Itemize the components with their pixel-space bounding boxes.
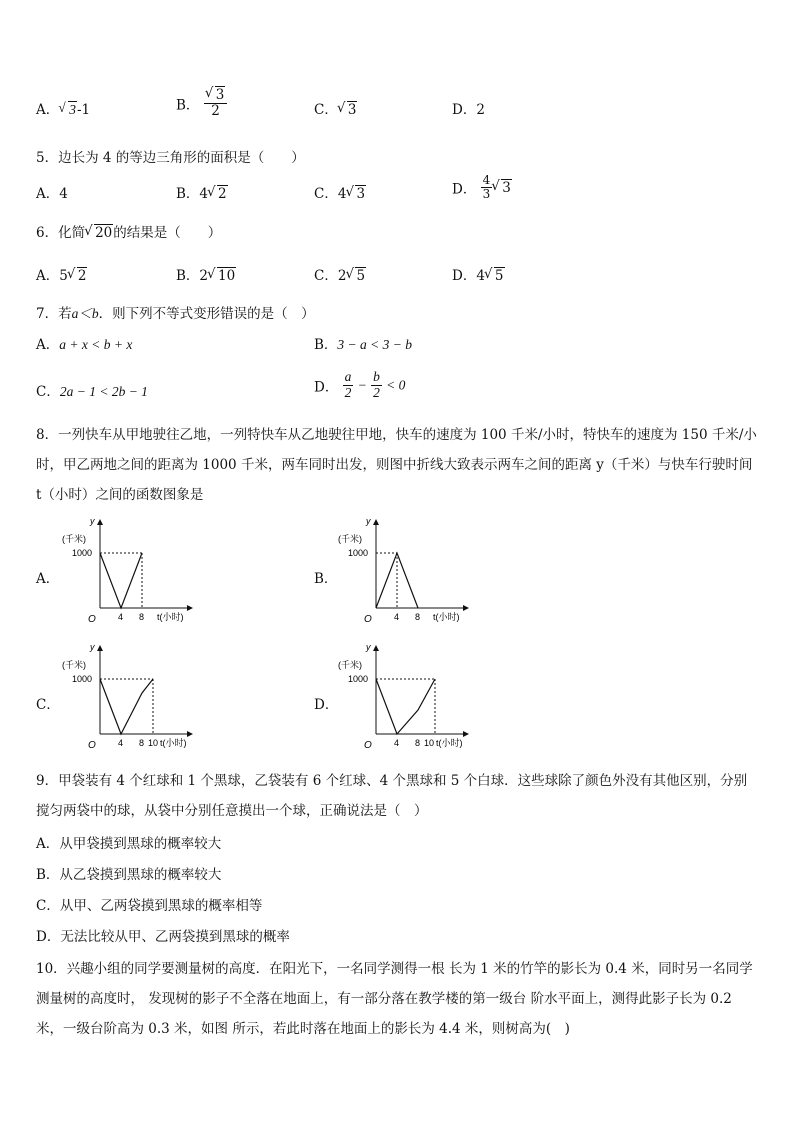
tick-10: 10: [424, 738, 435, 748]
q8-option-b-label: B．: [314, 571, 338, 587]
q6-option-c: C．2√ 5: [314, 264, 366, 284]
q10-stem: 10．兴趣小组的同学要测量树的高度．在阳光下，一名同学测得一根 长为 1 米的竹竿的影长为 0.4 米，同时另一名同学测量树的高度时， 发现树的影子不全落在地面上，有一部分落在教学楼的第一级台 阶水平面上，测得此影子长为 0.2 米，一级台阶高为 0.3 米，如图 所示，若此时落在地面上的影长为 4.4 米，则树高为( ): [36, 961, 753, 1037]
q7-option-d: D． $\frac{a}{2}$ − $\frac{b}{2}$ < 0: [314, 369, 406, 400]
tick-1000: 1000: [72, 674, 93, 684]
origin-label: O: [364, 614, 372, 625]
q7-stem: 7．若a＜b．则下列不等式变形错误的是（ ）: [36, 306, 315, 322]
tick-1000: 1000: [348, 548, 369, 558]
q9-option-c: C．从甲、乙两袋摸到黑球的概率相等: [36, 898, 263, 914]
y-axis-label: y: [366, 642, 371, 652]
q7-option-b: B．3 − a < 3 − b: [314, 337, 413, 353]
q9-stem: 9．甲袋装有 4 个红球和 1 个黑球，乙袋装有 6 个红球、4 个黑球和 5 个白球．这些球除了颜色外没有其他区别，分别搅匀两袋中的球，从袋中分别任意摸出一个球，正确说法是（ ）: [36, 773, 748, 819]
y-axis-label: y: [90, 642, 95, 652]
origin-label: O: [88, 740, 96, 751]
q5-stem: 5．边长为 4 的等边三角形的面积是（ ）: [36, 150, 305, 166]
t-axis-label: t(小时): [436, 738, 463, 748]
q8-option-a-label: A．: [36, 571, 60, 587]
q5-option-d: D． $\frac{4}{3}$ √ 3: [452, 174, 512, 201]
q8-graph-b: [336, 512, 486, 628]
q7-option-a: A．a + x < b + x: [36, 337, 133, 353]
q4-option-b: B． √ $\frac{3}{2}$: [176, 88, 227, 119]
q6-stem: 6．化简√ 20的结果是（ ）: [36, 221, 221, 241]
y-unit-label: (千米): [62, 534, 86, 544]
origin-label: O: [88, 614, 96, 625]
tick-1000: 1000: [72, 548, 93, 558]
tick-1000: 1000: [348, 674, 369, 684]
q4-option-a: A．√ 3-1: [36, 98, 90, 118]
t-axis-label: t(小时): [157, 612, 184, 622]
tick-10: 10: [148, 738, 159, 748]
q7-option-c: C．2a − 1 < 2b − 1: [36, 384, 148, 400]
y-unit-label: (千米): [338, 534, 362, 544]
tick-4: 4: [118, 738, 124, 748]
y-axis-label: y: [90, 516, 95, 526]
y-unit-label: (千米): [62, 660, 86, 670]
t-axis-label: t(小时): [160, 738, 187, 748]
y-axis-label: y: [366, 516, 371, 526]
q8-graph-a: [60, 512, 210, 628]
tick-8: 8: [139, 612, 145, 622]
y-unit-label: (千米): [338, 660, 362, 670]
tick-8: 8: [415, 612, 421, 622]
q8-graph-d: [336, 638, 486, 754]
q4-option-d: D．2: [452, 102, 485, 118]
q9-option-d: D．无法比较从甲、乙两袋摸到黑球的概率: [36, 929, 290, 945]
q8-graph-c: [60, 638, 210, 754]
tick-4: 4: [394, 612, 400, 622]
origin-label: O: [364, 740, 372, 751]
q4-option-c: C．√ 3: [314, 98, 357, 118]
q8-stem: 8．一列快车从甲地驶往乙地，一列特快车从乙地驶往甲地，快车的速度为 100 千米/小时，特快车的速度为 150 千米/小时，甲乙两地之间的距离为 1000 千米，两车同时出发，则图中折线大致表示两车之间的距离 y（千米）与快车行驶时间 t（小时）之间的函数图象是: [36, 427, 757, 503]
q6-option-d: D．4√ 5: [452, 264, 505, 284]
q6-option-b: B．2√ 10: [176, 264, 236, 284]
q6-option-a: A．5√ 2: [36, 264, 87, 284]
q5-option-b: B．4√ 2: [176, 182, 228, 202]
q8-option-d-label: D．: [314, 697, 339, 713]
tick-8: 8: [139, 738, 145, 748]
q9-option-b: B．从乙袋摸到黑球的概率较大: [36, 867, 222, 883]
tick-8: 8: [415, 738, 421, 748]
q5-option-c: C．4√ 3: [314, 182, 366, 202]
q5-option-a: A．4: [36, 186, 68, 202]
tick-4: 4: [394, 738, 400, 748]
t-axis-label: t(小时): [433, 612, 460, 622]
tick-4: 4: [118, 612, 124, 622]
q9-option-a: A．从甲袋摸到黑球的概率较大: [36, 836, 222, 852]
q8-option-c-label: C．: [36, 697, 60, 713]
